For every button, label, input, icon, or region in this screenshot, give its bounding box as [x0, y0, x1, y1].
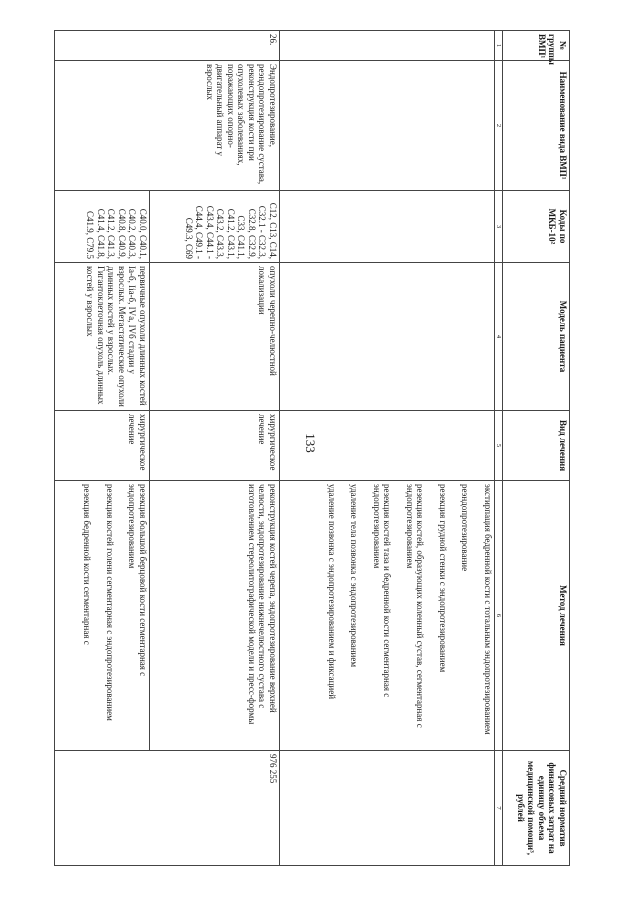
col-header-cost: Средний норматив финансовых затрат на единицу объема медицинской помощи³, рублей [503, 751, 570, 866]
model-cell: опухоли черепно-челюстной локализации [150, 263, 280, 411]
method-item: резекция костей, образующих коленный сустав, сегментарная с эндопротезированием [405, 484, 426, 728]
col-num: 5 [495, 411, 503, 481]
model-cell: первичные опухоли длинных костей Iа-б, Iiа-б, IVа, IVб стадии у взрослых. Метастатические опухоли длинных костей у взрослых. Гигантоклеточная опухоль длинных костей у взрослых [55, 263, 150, 411]
method-item: резекция бедренной кости сегментарная с [82, 484, 93, 645]
col-header-codes: Коды по МКБ-10² [503, 191, 570, 263]
col-header-model: Модель пациента [503, 263, 570, 411]
col-header-treatment: Вид лечения [503, 411, 570, 481]
col-num: 6 [495, 481, 503, 751]
cost-cell: 976 255 [55, 751, 280, 866]
group-number: 26. [55, 31, 280, 61]
method-item: экстирпация бедренной кости с тотальным эндопротезированием [483, 484, 493, 735]
col-header-group: № группы ВМП¹ [503, 31, 570, 61]
rotated-table-page [50, 30, 570, 865]
table-row [150, 31, 280, 866]
vmp-table [54, 30, 570, 866]
method-item: резекция костей таза и бедренной кости сегментарная с эндопротезированием [372, 484, 393, 698]
methods-cell [55, 481, 150, 751]
col-num: 2 [495, 61, 503, 191]
method-item: удаление позвонка с эндопротезированием и фиксацией [327, 484, 337, 700]
col-header-name: Наименование вида ВМП¹ [503, 61, 570, 191]
codes-cell: C40.0, C40.1, C40.2, C40.3, C40.8, C40.9, C41.2, C41.3, C41.4, C41.8, C41.9, C79.5 [55, 191, 150, 263]
method-item: удаление тела позвонка с эндопротезированием [349, 484, 360, 668]
codes-cell: C12, C13, C14, C32.1 - C32.3, C32.8, C32.9, C33, C41.1, C41.2, C43.1, C43.2, C43.3, C43.4, C44.1 - C44.4, C49.1 - C49.3, C69 [150, 191, 280, 263]
page-number: 133 [302, 433, 318, 453]
treatment-cell: хирургическое лечение [150, 411, 280, 481]
method-item: реконструкция костей черепа, эндопротезирование верхней челюсти, эндопротезирование нижнечелюстного сустава с изготовлением стереолитографической модели и пресс-формы [247, 484, 278, 725]
group-name: Эндопротезирование, реэндопротезирование сустава, реконструкция кости при опухолевых заболеваниях, поражающих опорно-двигательный аппарат у взрослых [55, 61, 280, 191]
continuation-methods-cell [280, 481, 495, 751]
col-num: 4 [495, 263, 503, 411]
method-item: резекция большой берцовой кости сегментарная с эндопротезированием [127, 484, 148, 677]
treatment-cell: хирургическое лечение [55, 411, 150, 481]
col-num: 3 [495, 191, 503, 263]
table-row [280, 31, 495, 866]
method-item: резекция грудной стенки с эндопротезированием [438, 484, 448, 673]
method-item: реэндопротезирование [460, 484, 471, 572]
col-header-method: Метод лечения [503, 481, 570, 751]
method-item: резекция костей голени сегментарная с эндопротезированием [105, 484, 115, 721]
col-num: 7 [495, 751, 503, 866]
methods-cell [150, 481, 280, 751]
col-num: 1 [495, 31, 503, 61]
